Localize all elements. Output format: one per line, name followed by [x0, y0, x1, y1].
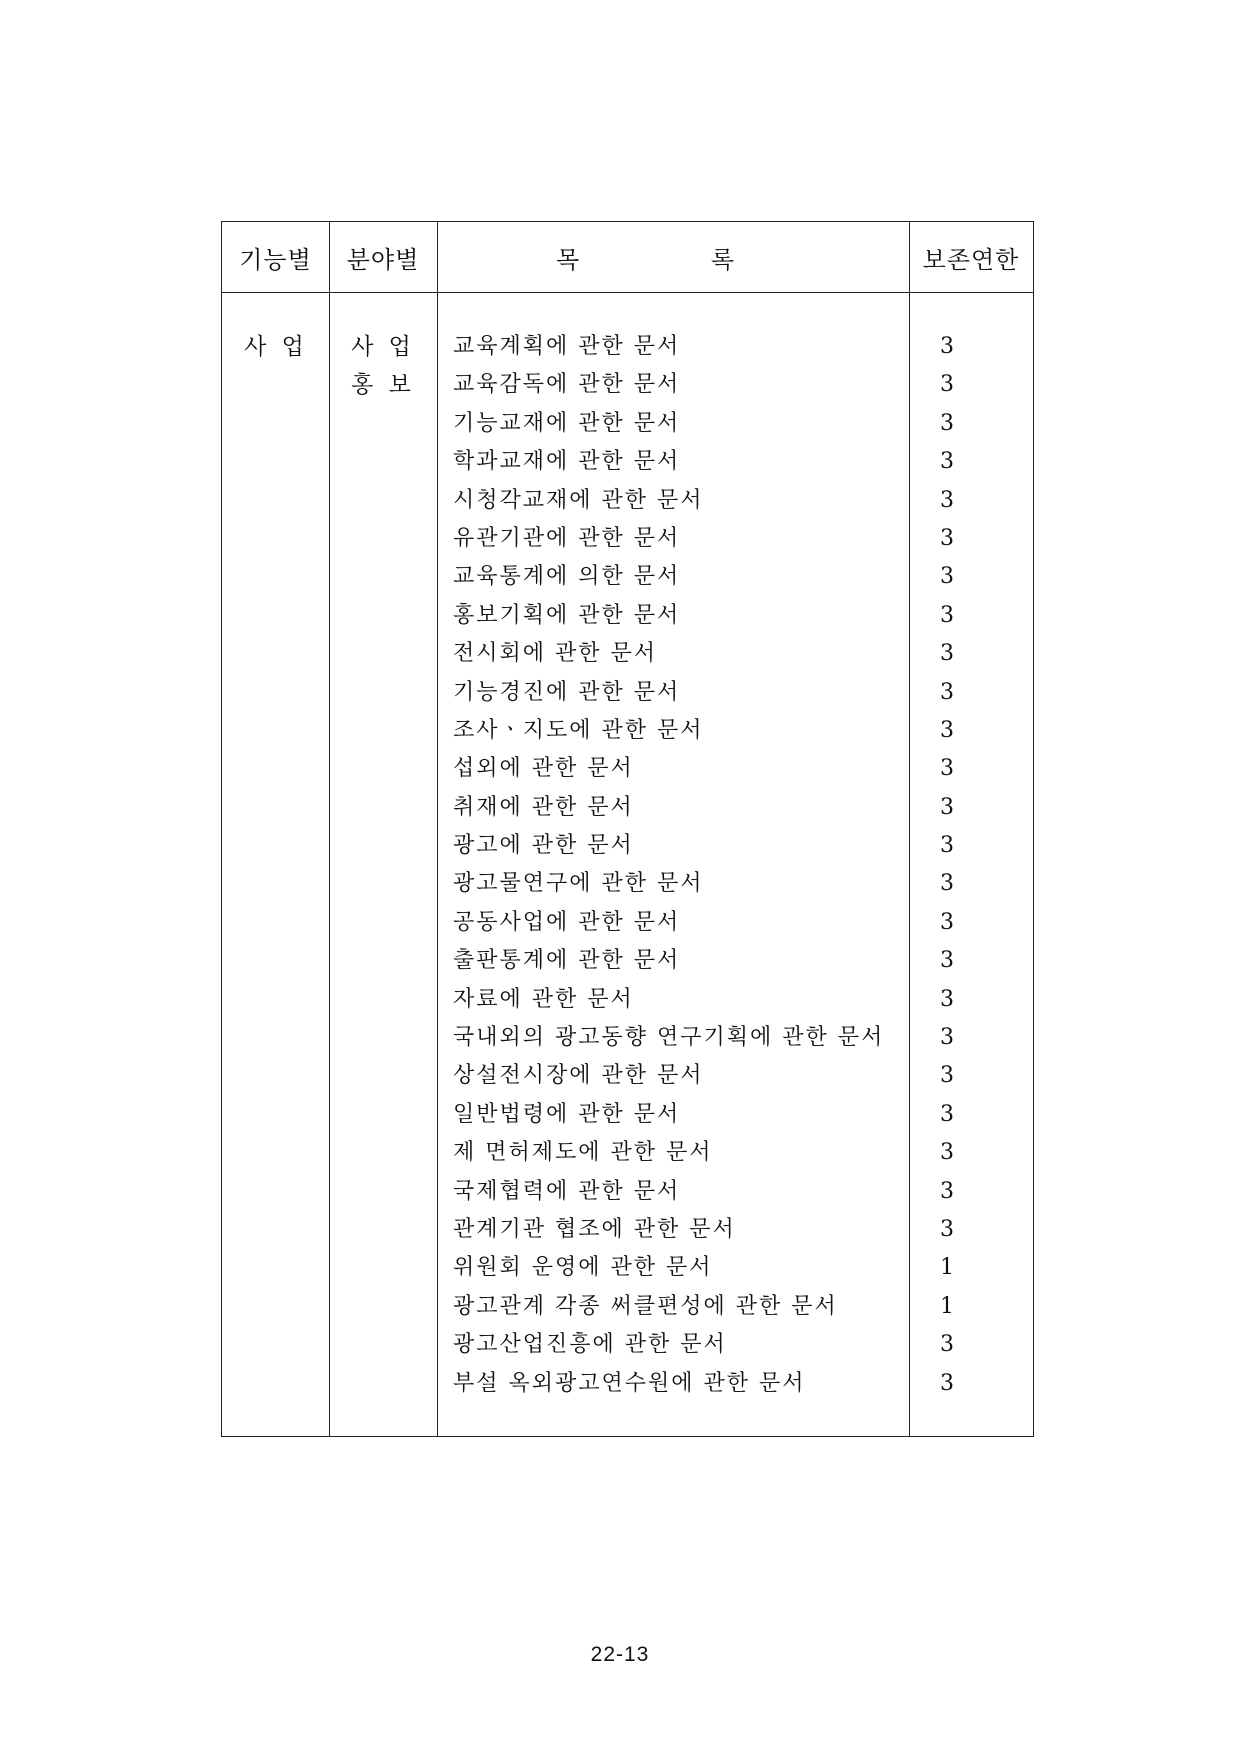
catalog-item-title: 국내외의 광고동향 연구기획에 관한 문서 — [453, 1025, 885, 1051]
header-divider — [222, 292, 1033, 293]
retention-period: 3 — [940, 1101, 954, 1127]
header-field-label: 분야별 — [346, 245, 420, 274]
catalog-item-title: 조사ㆍ지도에 관한 문서 — [453, 717, 704, 743]
catalog-item-title: 광고관계 각종 써클편성에 관한 문서 — [453, 1293, 838, 1319]
catalog-item-title: 자료에 관한 문서 — [453, 986, 634, 1012]
retention-period: 1 — [940, 1255, 954, 1281]
catalog-row — [222, 712, 1035, 750]
retention-period: 3 — [940, 525, 954, 551]
catalog-item-title: 일반법령에 관한 문서 — [453, 1101, 681, 1127]
catalog-row — [222, 1096, 1035, 1134]
catalog-item-title: 유관기관에 관한 문서 — [453, 525, 681, 551]
catalog-row — [222, 674, 1035, 712]
field-line: 홍 보 — [351, 372, 415, 399]
catalog-row — [222, 1134, 1035, 1172]
retention-period: 3 — [940, 1178, 954, 1204]
catalog-row — [222, 750, 1035, 788]
catalog-item-title: 국제협력에 관한 문서 — [453, 1178, 681, 1204]
catalog-item-title: 교육감독에 관한 문서 — [453, 372, 681, 398]
catalog-item-title: 위원회 운영에 관한 문서 — [453, 1255, 713, 1281]
catalog-row — [222, 520, 1035, 558]
catalog-row — [222, 865, 1035, 903]
retention-period: 1 — [940, 1293, 954, 1319]
catalog-row — [222, 981, 1035, 1019]
header-field — [329, 222, 437, 292]
catalog-list — [222, 328, 1035, 1403]
catalog-row — [222, 1326, 1035, 1364]
catalog-row — [222, 942, 1035, 980]
catalog-row — [222, 827, 1035, 865]
retention-period: 3 — [940, 410, 954, 436]
catalog-item-title: 광고산업진흥에 관한 문서 — [453, 1332, 727, 1358]
header-catalog-left: 목 — [556, 245, 581, 274]
header-function — [222, 222, 329, 292]
catalog-item-title: 공동사업에 관한 문서 — [453, 909, 681, 935]
retention-period: 3 — [940, 1140, 954, 1166]
catalog-item-title: 부설 옥외광고연수원에 관한 문서 — [453, 1370, 806, 1396]
retention-period: 3 — [940, 679, 954, 705]
catalog-item-title: 교육계획에 관한 문서 — [453, 334, 681, 359]
retention-period: 3 — [940, 487, 954, 513]
catalog-item-title: 홍보기획에 관한 문서 — [453, 602, 681, 628]
catalog-row — [222, 1019, 1035, 1057]
retention-period: 3 — [940, 871, 954, 897]
header-retention-label: 보존연한 — [922, 245, 1020, 274]
catalog-row — [222, 443, 1035, 481]
catalog-row — [222, 635, 1035, 673]
catalog-row — [222, 1211, 1035, 1249]
catalog-item-title: 학과교재에 관한 문서 — [453, 449, 681, 475]
page-number: 22-13 — [590, 1643, 650, 1666]
header-function-label: 기능별 — [239, 245, 312, 274]
retention-period: 3 — [940, 794, 954, 820]
field-line: 사 업 — [351, 334, 415, 360]
catalog-item-title: 기능교재에 관한 문서 — [453, 410, 681, 436]
function-line: 사 업 — [244, 334, 308, 360]
catalog-item-title: 제 면허제도에 관한 문서 — [453, 1140, 713, 1166]
retention-period: 3 — [940, 1025, 954, 1051]
catalog-row — [222, 904, 1035, 942]
catalog-item-title: 기능경진에 관한 문서 — [453, 679, 681, 705]
catalog-row — [222, 1173, 1035, 1211]
retention-period: 3 — [940, 564, 954, 590]
retention-period: 3 — [940, 717, 954, 743]
catalog-item-title: 교육통계에 의한 문서 — [453, 564, 681, 590]
catalog-item-title: 출판통계에 관한 문서 — [453, 948, 681, 974]
catalog-row — [222, 328, 1035, 366]
retention-period: 3 — [940, 1370, 954, 1396]
records-retention-table — [221, 221, 1034, 1437]
catalog-row — [222, 789, 1035, 827]
catalog-item-title: 광고에 관한 문서 — [453, 833, 634, 859]
retention-period: 3 — [940, 948, 954, 974]
catalog-item-title: 취재에 관한 문서 — [453, 794, 634, 820]
catalog-row — [222, 405, 1035, 443]
retention-period: 3 — [940, 1332, 954, 1358]
retention-period: 3 — [940, 449, 954, 475]
retention-period: 3 — [940, 334, 954, 359]
catalog-row — [222, 1057, 1035, 1095]
retention-period: 3 — [940, 602, 954, 628]
catalog-item-title: 광고물연구에 관한 문서 — [453, 871, 704, 897]
header-catalog-right: 록 — [710, 245, 735, 274]
catalog-row — [222, 1365, 1035, 1403]
retention-period: 3 — [940, 372, 954, 398]
retention-period: 3 — [940, 909, 954, 935]
catalog-item-title: 전시회에 관한 문서 — [453, 641, 658, 667]
catalog-row — [222, 1249, 1035, 1287]
retention-period: 3 — [940, 1063, 954, 1089]
catalog-item-title: 상설전시장에 관한 문서 — [453, 1063, 704, 1089]
catalog-row — [222, 558, 1035, 596]
catalog-row — [222, 1288, 1035, 1326]
catalog-item-title: 섭외에 관한 문서 — [453, 756, 634, 782]
catalog-row — [222, 597, 1035, 635]
catalog-row — [222, 482, 1035, 520]
retention-period: 3 — [940, 1216, 954, 1242]
catalog-item-title: 시청각교재에 관한 문서 — [453, 487, 704, 513]
catalog-item-title: 관계기관 협조에 관한 문서 — [453, 1216, 736, 1242]
catalog-row — [222, 366, 1035, 404]
retention-period: 3 — [940, 641, 954, 667]
retention-period: 3 — [940, 756, 954, 782]
header-retention — [909, 222, 1033, 292]
retention-period: 3 — [940, 986, 954, 1012]
header-catalog — [437, 222, 909, 292]
retention-period: 3 — [940, 833, 954, 859]
